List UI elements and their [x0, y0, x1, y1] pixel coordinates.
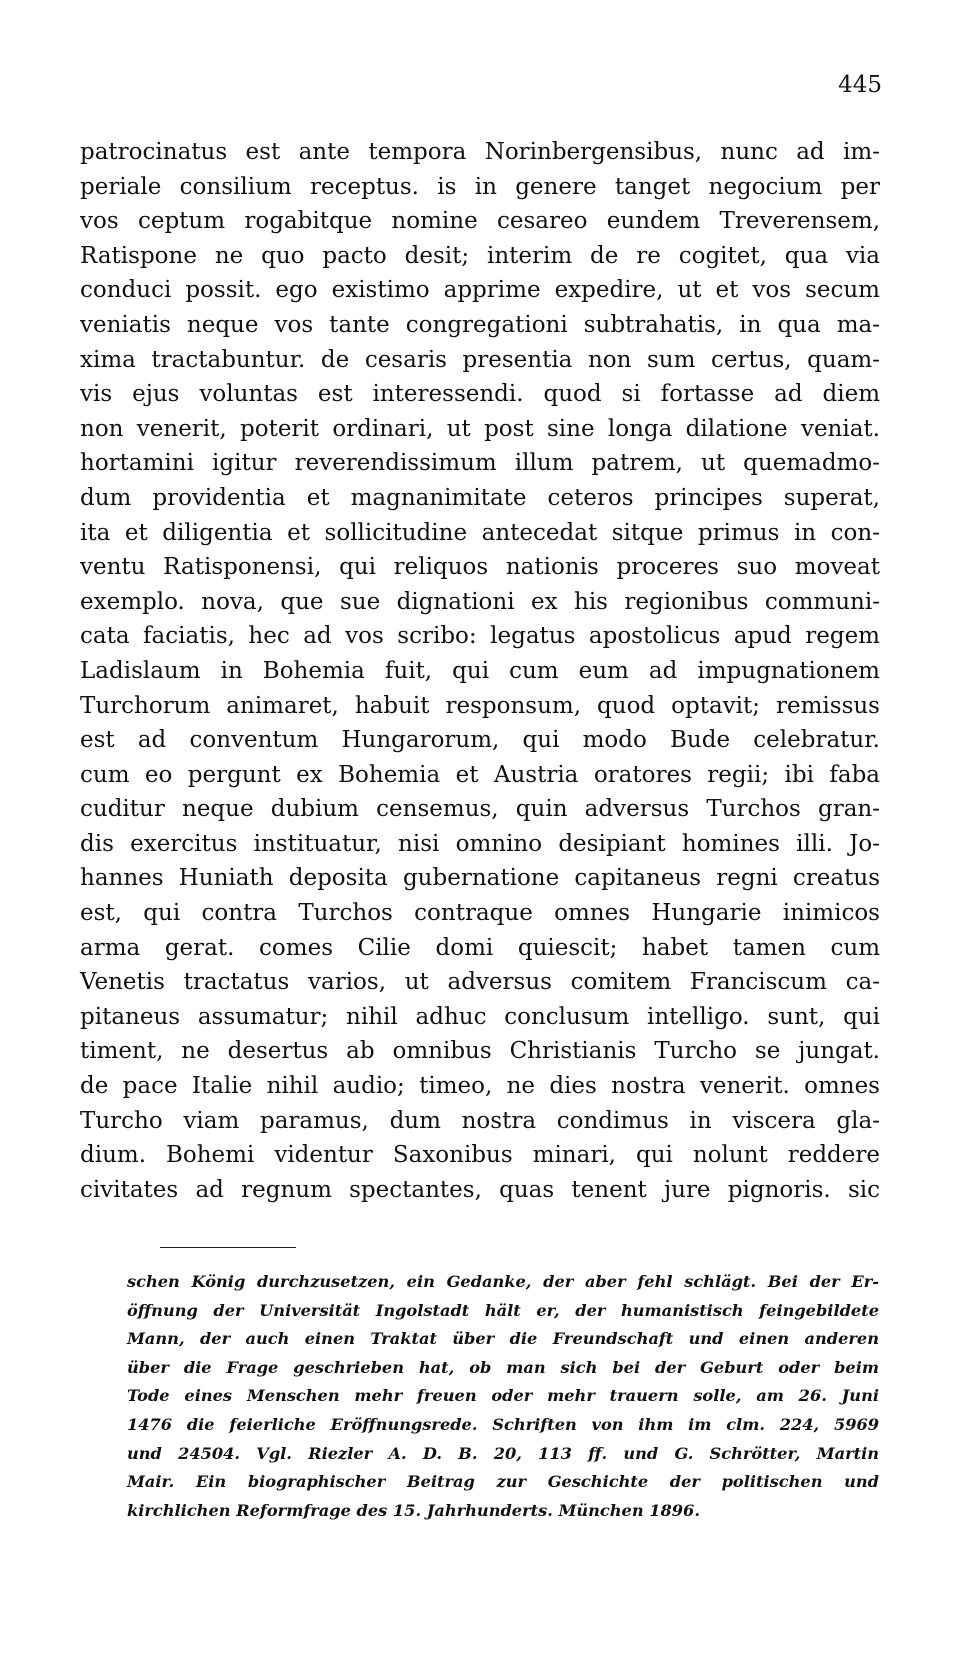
text-line: non venerit, poterit ordinari, ut post sine longa dilatione veniat. [80, 415, 880, 442]
text-line: Turchorum animaret, habuit responsum, quod optavit; remissus [80, 692, 880, 719]
footnote-line: kirchlichen Reformfrage des 15. Jahrhunderts. München 1896. [127, 1500, 700, 1520]
footnote-line: schen König durchzusetzen, ein Gedanke, der aber fehl schlägt. Bei der Er- [127, 1272, 879, 1291]
text-line: arma gerat. comes Cilie domi quiescit; habet tamen cum [80, 934, 880, 961]
text-line: Turcho viam paramus, dum nostra condimus in viscera gla- [80, 1107, 880, 1134]
text-line: hortamini igitur reverendissimum illum patrem, ut quemadmo- [80, 450, 880, 477]
text-line: dum providentia et magnanimitate ceteros principes superat, [80, 484, 880, 511]
text-line: pitaneus assumatur; nihil adhuc conclusum intelligo. sunt, qui [80, 1003, 880, 1030]
text-line: est ad conventum Hungarorum, qui modo Bude celebratur. [80, 727, 880, 754]
text-line: est, qui contra Turchos contraque omnes Hungarie inimicos [80, 900, 880, 927]
text-line: timent, ne desertus ab omnibus Christianis Turcho se jungat. [80, 1038, 880, 1065]
text-line: Ladislaum in Bohemia fuit, qui cum eum ad impugnationem [80, 657, 880, 684]
footnote [127, 1268, 879, 1525]
text-line: de pace Italie nihil audio; timeo, ne dies nostra venerit. omnes [80, 1073, 880, 1100]
page-number: 445 [838, 72, 882, 98]
text-line: ita et diligentia et sollicitudine antecedat sitque primus in con- [80, 519, 880, 546]
text-line: dium. Bohemi videntur Saxonibus minari, qui nolunt reddere [80, 1142, 880, 1169]
text-line: Ratispone ne quo pacto desit; interim de re cogitet, qua via [80, 242, 880, 269]
text-line: periale consilium receptus. is in genere tanget negocium per [80, 173, 880, 200]
footnote-line: über die Frage geschrieben hat, ob man sich bei der Geburt oder beim [127, 1357, 879, 1377]
text-line: vis ejus voluntas est interessendi. quod si fortasse ad diem [80, 381, 880, 408]
text-line: cum eo pergunt ex Bohemia et Austria oratores regii; ibi faba [80, 761, 880, 788]
text-line: hannes Huniath deposita gubernatione capitaneus regni creatus [80, 865, 880, 892]
text-line: veniatis neque vos tante congregationi subtrahatis, in qua ma- [80, 311, 880, 338]
text-line: exemplo. nova, que sue dignationi ex his regionibus communi- [80, 588, 880, 615]
text-line: xima tractabuntur. de cesaris presentia non sum certus, quam- [80, 346, 880, 373]
main-text [80, 135, 880, 1207]
text-line: civitates ad regnum spectantes, quas tenent jure pignoris. sic [80, 1176, 880, 1203]
footnote-line: Mann, der auch einen Traktat über die Freundschaft und einen anderen [127, 1329, 879, 1349]
text-line: vos ceptum rogabitque nomine cesareo eundem Treverensem, [80, 208, 880, 235]
text-line: patrocinatus est ante tempora Norinbergensibus, nunc ad im- [80, 139, 880, 165]
text-line: Venetis tractatus varios, ut adversus comitem Franciscum ca- [80, 969, 880, 996]
footnote-line: Tode eines Menschen mehr freuen oder mehr trauern solle, am 26. Juni [127, 1386, 879, 1406]
text-line: dis exercitus instituatur, nisi omnino desipiant homines illi. Jo- [80, 830, 880, 857]
footnote-separator-rule [160, 1247, 296, 1248]
text-line: cata faciatis, hec ad vos scribo: legatus apostolicus apud regem [80, 623, 880, 650]
text-line: ventu Ratisponensi, qui reliquos nationis proceres suo moveat [80, 554, 880, 581]
footnote-line: Mair. Ein biographischer Beitrag zur Geschichte der politischen und [127, 1472, 879, 1492]
footnote-line: 1476 die feierliche Eröffnungsrede. Schriften von ihm im clm. 224, 5969 [127, 1414, 879, 1434]
footnote-line: und 24504. Vgl. Riezler A. D. B. 20, 113 ff. und G. Schrötter, Martin [127, 1443, 879, 1463]
text-line: cuditur neque dubium censemus, quin adversus Turchos gran- [80, 796, 880, 823]
text-line: conduci possit. ego existimo apprime expedire, ut et vos secum [80, 277, 880, 304]
footnote-line: öffnung der Universität Ingolstadt hält er, der humanistisch feingebildete [127, 1300, 879, 1320]
